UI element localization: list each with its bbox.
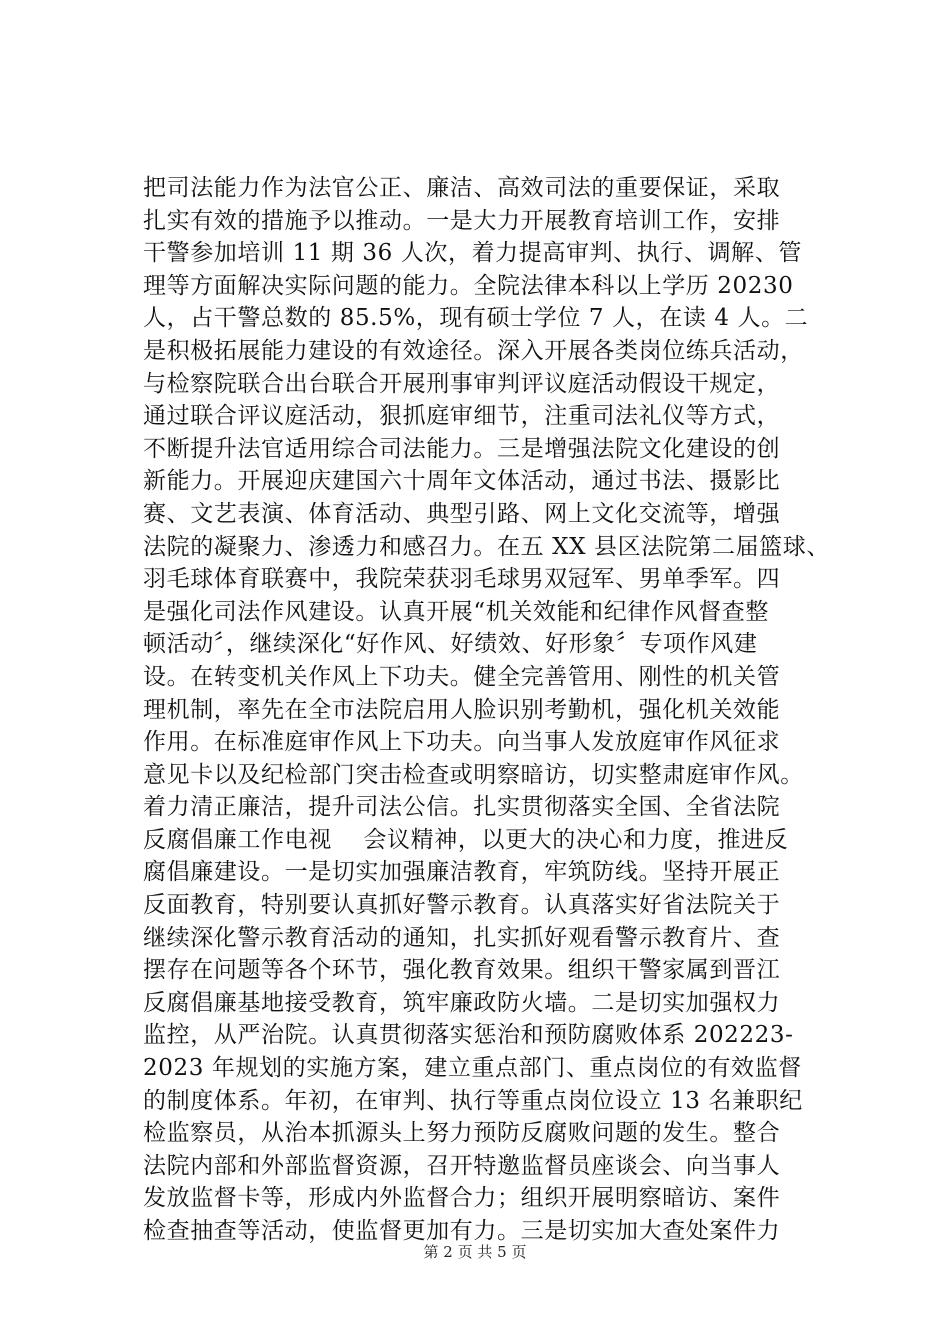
text-line: 检监察员，从治本抓源头上努力预防反腐败问题的发生。整合 (143, 1120, 781, 1147)
text-line: 法院的凝聚力、渗透力和感召力。在五 XX 县区法院第二届篮球、 (143, 533, 830, 560)
text-line: 干警参加培训 11 期 36 人次，着力提高审判、执行、调解、管 (143, 240, 802, 267)
text-line: 是积极拓展能力建设的有效途径。深入开展各类岗位练兵活动， (143, 337, 804, 364)
text-line: 是强化司法作风建设。认真开展“机关效能和纪律作风督查整 (143, 598, 769, 625)
text-line: 检查抽查等活动，使监督更加有力。三是切实加大查处案件力 (143, 1218, 781, 1244)
text-line: 反腐倡廉基地接受教育，筑牢廉政防火墙。二是切实加强权力 (143, 989, 781, 1016)
text-line: 着力清正廉洁，提升司法公信。扎实贯彻落实全国、全省法院 (143, 794, 781, 821)
text-line: 作用。在标准庭审作风上下功夫。向当事人发放庭审作风征求 (143, 729, 781, 756)
text-line: 监控，从严治院。认真贯彻落实惩治和预防腐败体系 202223- (143, 1022, 794, 1049)
text-line: 法院内部和外部监督资源，召开特邀监督员座谈会、向当事人 (143, 1152, 781, 1179)
text-line: 理等方面解决实际问题的能力。全院法律本科以上学历 20230 (143, 272, 794, 299)
text-line: 腐倡廉建设。一是切实加强廉洁教育，牢筑防线。坚持开展正 (143, 859, 781, 886)
text-line: 2023 年规划的实施方案，建立重点部门、重点岗位的有效监督 (143, 1055, 802, 1082)
text-line: 顿活动〞，继续深化“好作风、好绩效、好形象〞专项作风建 (143, 631, 758, 658)
text-line: 反面教育，特别要认真抓好警示教育。认真落实好省法院关于 (143, 892, 781, 919)
text-line: 把司法能力作为法官公正、廉洁、高效司法的重要保证，采取 (143, 175, 781, 201)
text-line: 人，占干警总数的 85.5%，现有硕士学位 7 人，在读 4 人。二 (143, 305, 809, 332)
text-line: 继续深化警示教育活动的通知，扎实抓好观看警示教育片、查 (143, 924, 781, 951)
text-line: 反腐倡廉工作电视 会议精神，以更大的决心和力度，推进反 (143, 826, 789, 853)
text-line: 通过联合评议庭活动，狠抓庭审细节，注重司法礼仪等方式， (143, 403, 781, 430)
text-line: 发放监督卡等，形成内外监督合力；组织开展明察暗访、案件 (143, 1185, 781, 1212)
body-text (143, 172, 843, 1248)
text-line: 理机制，率先在全市法院启用人脸识别考勤机，强化机关效能 (143, 696, 781, 723)
text-line: 羽毛球体育联赛中，我院荣获羽毛球男双冠军、男单季军。四 (143, 566, 781, 593)
text-line: 赛、文艺表演、体育活动、典型引路、网上文化交流等，增强 (143, 500, 781, 527)
text-line: 摆存在问题等各个环节，强化教育效果。组织干警家属到晋江 (143, 957, 781, 984)
text-line: 意见卡以及纪检部门突击检查或明察暗访，切实整肃庭审作风。 (143, 761, 804, 788)
text-line: 新能力。开展迎庆建国六十周年文体活动，通过书法、摄影比 (143, 468, 781, 495)
page-footer: 第 2 页 共 5 页 (423, 1243, 527, 1261)
text-line: 与检察院联合出台联合开展刑事审判评议庭活动假设干规定， (143, 370, 781, 397)
text-line: 的制度体系。年初，在审判、执行等重点岗位设立 13 名兼职纪 (143, 1087, 803, 1114)
text-line: 扎实有效的措施予以推动。一是大力开展教育培训工作，安排 (143, 207, 781, 234)
text-line: 设。在转变机关作风上下功夫。健全完善管用、刚性的机关管 (143, 663, 781, 690)
text-line: 不断提升法官适用综合司法能力。三是增强法院文化建设的创 (143, 435, 781, 462)
